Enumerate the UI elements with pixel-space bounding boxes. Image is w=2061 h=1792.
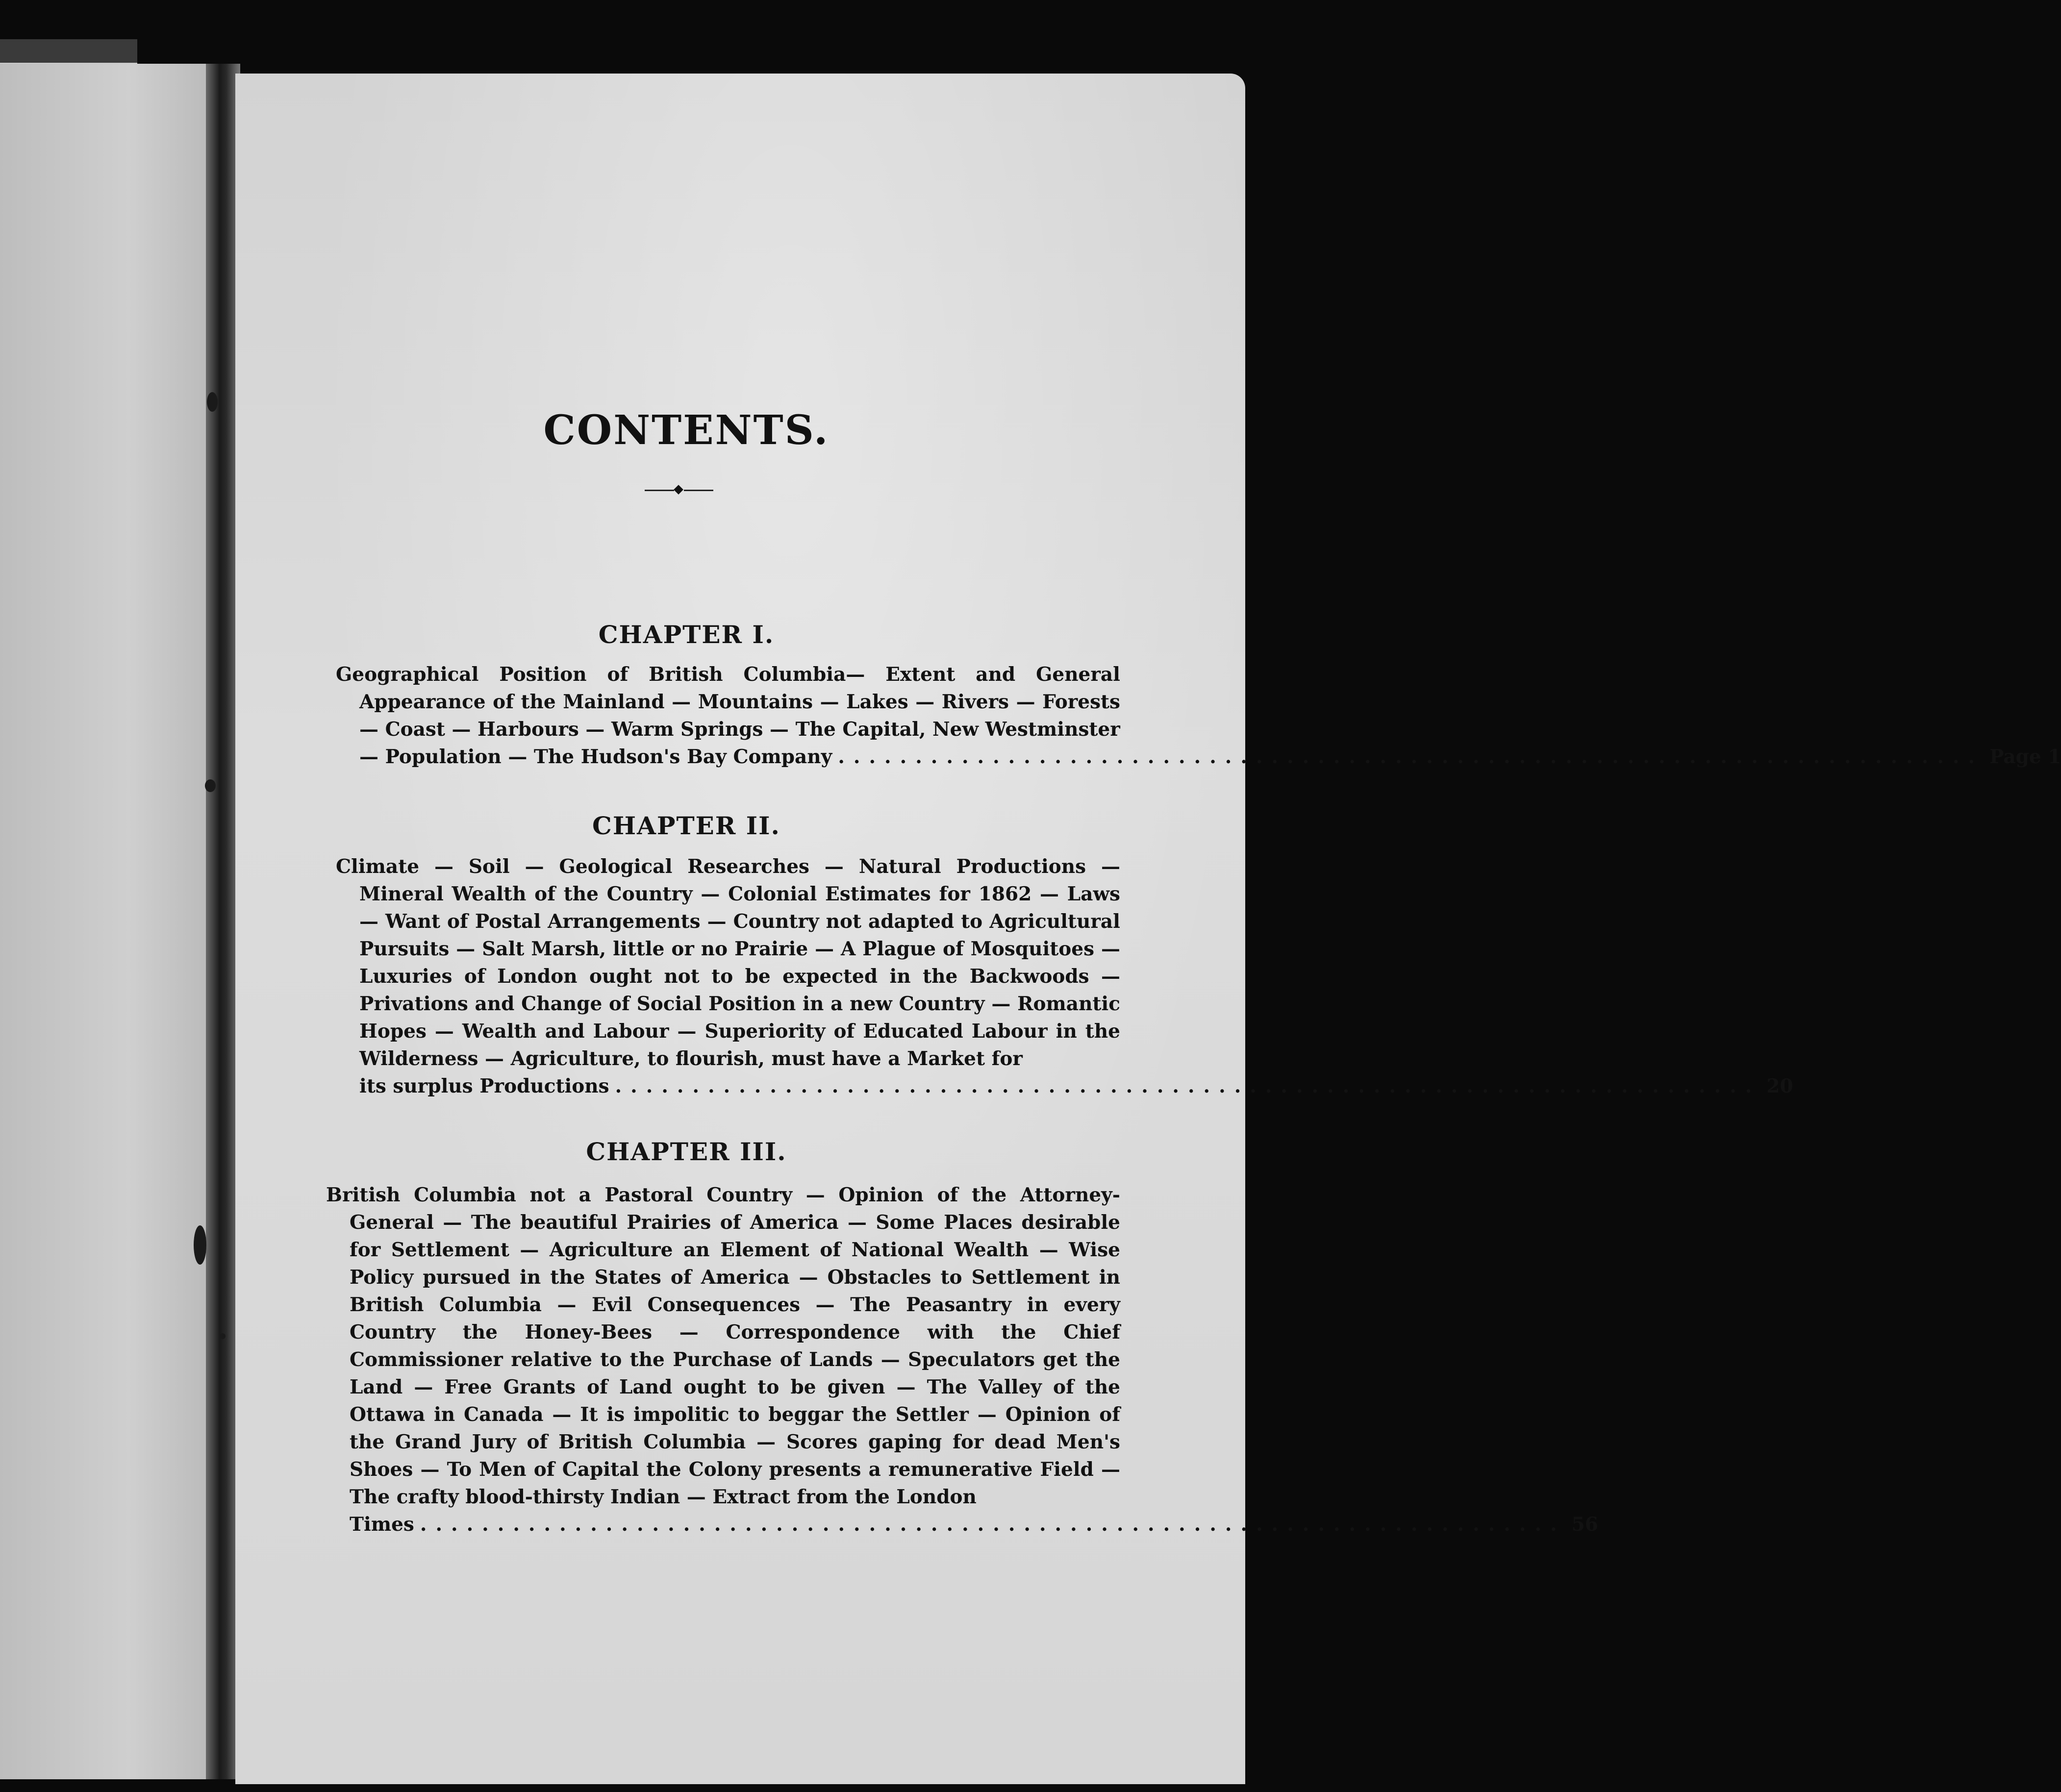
chapter-heading: CHAPTER II. (592, 811, 780, 840)
chapter-description-end: Times (350, 1513, 414, 1536)
chapter-description: Geographical Position of British Columbia— Extent and General Appearance of the Mainland — Mountains — Lakes — Rivers — Forests — Coast — Harbours — Warm Springs — The Capital, New Westminster (336, 663, 1120, 741)
diamond-icon (674, 485, 683, 495)
ornament-divider (645, 485, 713, 495)
facing-page (0, 64, 216, 1779)
contents-page (235, 74, 2061, 1784)
chapter-heading: CHAPTER III. (586, 1137, 787, 1166)
chapter-description: British Columbia not a Pastoral Country — Opinion of the Attorney-General — The beautiful Prairies of America — Some Places desirable for Settlement — Agriculture an Element of National Wealth — Wise Policy pursued in the States of America — Obstacles to Settlement in British Columbia — Evil Consequences — The Peasantry in every Country the Honey-Bees — Correspondence with the Chief Commissioner relative to the Purchase of Lands — Speculators get the Land — Free Grants of Land ought to be given — The Valley of the Ottawa in Canada — It is impolitic to beggar the Settler — Opinion of the Grand Jury of British Columbia — Scores gaping for dead Men's Shoes — To Men of Capital the Colony presents a remunerative Field — The crafty blood-thirsty Indian — Extract from the London (326, 1184, 1120, 1508)
chapter-entry (326, 1181, 1598, 1538)
binding-speck (194, 1225, 206, 1265)
leader-dots: .......................................................................... (615, 1075, 1761, 1097)
leader-dots: .......................................................................... (420, 1513, 1566, 1536)
chapter-entry (336, 661, 2061, 771)
chapter-description-end: its surplus Productions (359, 1075, 609, 1097)
chapter-description: Climate — Soil — Geological Researches — Natural Productions — Mineral Wealth of the Country — Colonial Estimates for 1862 — Laws — Want of Postal Arrangements — Country not adapted to Agricultural Pursuits — Salt Marsh, little or no Prairie — A Plague of Mosquitoes — Luxuries of London ought not to be expected in the Backwoods — Privations and Change of Social Position in a new Country — Romantic Hopes — Wealth and Labour — Superiority of Educated Labour in the Wilderness — Agriculture, to flourish, must have a Market for (336, 855, 1120, 1070)
chapter-description-end: — Population — The Hudson's Bay Company (359, 746, 832, 768)
page-number: Page 1 (1989, 746, 2061, 768)
scan-edge (0, 39, 137, 64)
chapter-entry (336, 853, 1793, 1100)
page-title: CONTENTS. (543, 407, 829, 454)
leader-dots: .......................................................................... (838, 746, 1984, 768)
page-number: 20 (1766, 1075, 1793, 1097)
binding-speck (205, 779, 216, 792)
page-number: 56 (1571, 1513, 1598, 1536)
binding-speck (220, 1333, 226, 1339)
chapter-heading: CHAPTER I. (598, 620, 775, 649)
toc-leader-line (359, 1072, 1793, 1100)
toc-leader-line (350, 1511, 1598, 1538)
binding-speck (207, 392, 218, 412)
toc-leader-line (359, 743, 2061, 771)
